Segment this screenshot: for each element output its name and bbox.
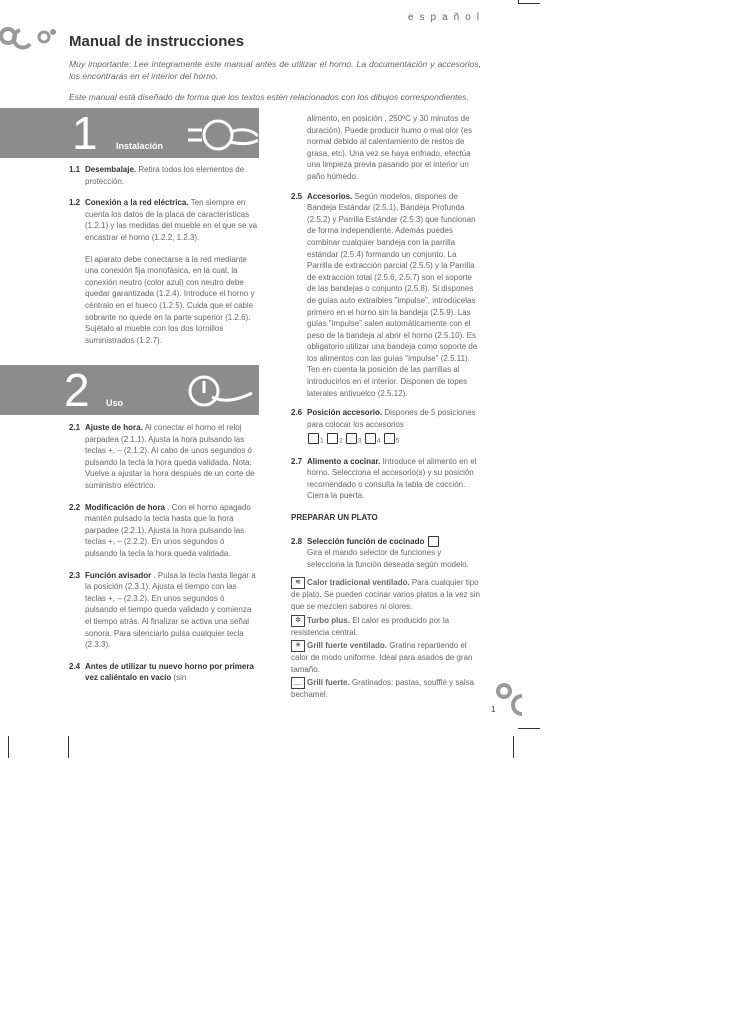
section-number: 1 [72, 107, 98, 159]
corner-mark [518, 3, 540, 4]
section-number: 2 [64, 364, 90, 416]
brand-logo [0, 20, 60, 60]
crop-mark [513, 736, 514, 758]
page-number: 1 [491, 705, 496, 714]
position-icon [308, 433, 319, 444]
function-selector-icon [428, 536, 439, 547]
list-item: 2.7 Alimento a cocinar. Introduce el alimento en el horno. Selecciona el accesorio(s) y su posición recomendado o consulta la tabla de cocción. Cierra la puerta. [291, 456, 477, 501]
list-item: 2.5 Accesorios. Según modelos, dispones de Bandeja Estándar (2.5.1), Bandeja Profunda (2.5.2) y Parrilla Estándar (2.5.3) que funcionan de forma independiente. Además puedes combinar cualquier bandeja con la parrilla estándar (2.5.4) formando un conjunto. La Parrilla de extracción parcial (2.5.5) y la Parrilla de extracción total (2.5.6, 2.5.7) son el soporte de las bandejas o conjunto (2.5.8). Si dispones de guías auto extraíbles "impulse", introdúcelas primero en el horno sin la bandeja (2.5.9). Las guías "impulse" salen automáticamente con el peso de la bandeja al abrir el horno (2.5.10). Es obligatorio utilizar una bandeja como soporte de los alimentos con las guías "impulse" (2.5.11). Ten en cuenta la posición de las parrillas al introducirlos en el interior. Disponen de topes laterales antivuelco (2.5.12). [291, 191, 478, 398]
list-item: ✳ Grill fuerte ventilado. Gratina repartiendo el calor de modo uniforme. Ideal para asados de gran tamaño. [291, 641, 473, 674]
brand-logo-small [496, 682, 526, 722]
page-title: Manual de instrucciones [69, 33, 245, 50]
list-item: 2.6 Posición accesorio. Dispones de 5 posiciones para colocar los accesorios $_1$ $_2$ $_3$ $_4$ $_5$ [291, 407, 481, 447]
crop-mark [68, 736, 69, 758]
right-column [291, 113, 481, 701]
left-column-install [69, 164, 259, 353]
list-item: alimento, en posición , 250ºC y 30 minutos de duración). Puede producir humo o mal olor (es normal debido al calentamiento de restos de grasa, etc). Una vez se haya enfriado, efectúa una limpieza previa pasando por el interior un paño húmedo. [307, 114, 472, 181]
list-item: ≋ Calor tradicional ventilado. Para cualquier tipo de plato. Se pueden cocinar varios platos a la vez sin que se mezclen sabores ni olores. [291, 578, 481, 611]
turbo-plus-icon: ✲ [291, 615, 305, 627]
calor-tradicional-ventilado-icon: ≋ [291, 577, 305, 589]
accessory-positions: $_1$ $_2$ $_3$ $_4$ $_5$ [307, 432, 481, 447]
margin-line [518, 728, 540, 729]
hand-knob-icon [184, 369, 254, 413]
section-header-use [0, 365, 259, 415]
section-label: Uso [106, 398, 124, 408]
position-icon [327, 433, 338, 444]
list-item: 2.1 Ajuste de hora. Al conectar el horno el reloj parpadea (2.1.1). Ajusta la hora pulsando las teclas +, – (2.1.2). Al cabo de unos segundos ó pulsando la tecla la hora queda validada. Nota: Vuelve a ajustar la hora después de un corte de suministro eléctrico. [69, 423, 255, 490]
crop-mark [8, 736, 9, 758]
position-icon [365, 433, 376, 444]
section-subheading: PREPARAR UN PLATO [291, 513, 378, 522]
list-item: ﹏ Grill fuerte. Gratinados: pastas, soufflé y salsa bechamel. [291, 678, 475, 700]
position-icon [384, 433, 395, 444]
section-header-installation [0, 108, 259, 158]
left-column-use [69, 422, 259, 691]
list-item: 2.8 Selección función de cocinado Gira el mando selector de funciones y selecciona la función deseada según modelo. [291, 536, 469, 569]
list-item: ✲ Turbo plus. El calor es producido por la resistencia central. [291, 615, 450, 637]
grill-fuerte-icon: ﹏ [291, 677, 305, 689]
function-list [291, 577, 481, 701]
intro-text-2: Este manual está diseñado de forma que los textos estén relacionados con los dibujos correspondientes. [69, 92, 469, 102]
list-item: 1.2 Conexión a la red eléctrica. Ten siempre en cuenta los datos de la placa de características (1.2.1) y las medidas del mueble en el que se va encastrar el horno (1.2.2, 1.2.3). [69, 198, 258, 242]
list-item: 2.2 Modificación de hora . Con el horno apagado mantén pulsado la tecla hasta que la hora parpadee (2.2.1). Ajusta la hora pulsando las teclas +, – (2.2.2). En unos segundos ó pulsando la tecla la hora queda validada. [69, 502, 251, 558]
list-item: 2.4 Antes de utilizar tu nuevo horno por primera vez caliéntalo en vacío (sin [69, 661, 254, 683]
language-label: español [407, 12, 485, 23]
grill-fuerte-ventilado-icon: ✳ [291, 640, 305, 652]
list-item: 2.3 Función avisador . Pulsa la tecla hasta llegar a la posición (2.3.1). Ajusta el tiempo con las teclas +, – (2.3.2). En unos segundos ó pulsando el tiempo queda validado y comienza el tiempo atrás. Al finalizar se activa una señal sonora. Para silenciarlo pulsa cualquier tecla (2.3.3). [69, 570, 256, 650]
list-item: El aparato debe conectarse a la red mediante una conexión fija monofásica, en la cual, la conexión neutro (color azul) con neutro debe quedar garantizada (1.2.4). Introduce el horno y céntralo en el hueco (1.2.5). Cuida que el cable sobrante no quede en la parte superior (1.2.6). Sujétalo al mueble con los dos tornillos suministrados (1.2.7). [85, 254, 255, 345]
plug-icon [178, 112, 258, 156]
corner-mark-v [518, 0, 519, 4]
position-icon [346, 433, 357, 444]
intro-text: Muy importante: Lee íntegramente este manual antes de utilizar el horno. La documentación y accesorios, los encontrarás en el interior del horno. [69, 59, 481, 81]
list-item: 1.1 Desembalaje. Retira todos los elementos de protección. [69, 165, 245, 186]
section-label: Instalación [116, 141, 164, 151]
